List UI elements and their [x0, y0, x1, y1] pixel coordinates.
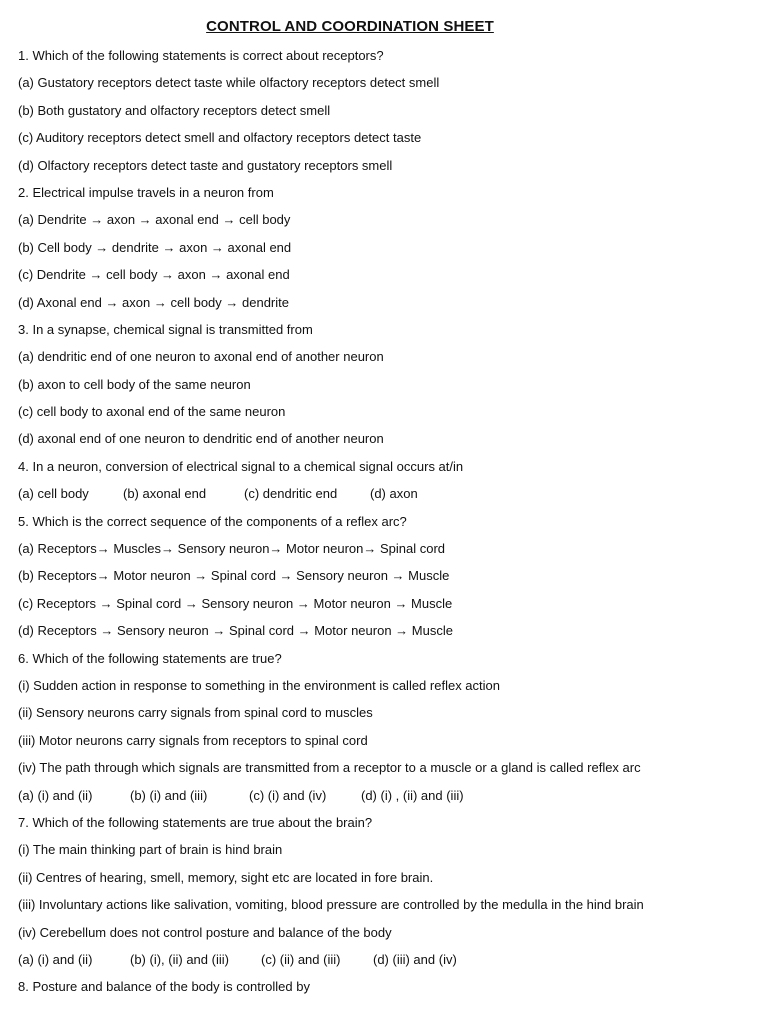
option-6a: (a) (i) and (ii)	[18, 787, 93, 803]
option-2d: (d) Axonal end → axon → cell body → dendrite	[18, 294, 289, 310]
option-1b: (b) Both gustatory and olfactory receptors detect smell	[18, 102, 331, 118]
statement-6-ii: (ii) Sensory neurons carry signals from spinal cord to muscles	[18, 705, 373, 721]
statement-6-iv: (iv) The path through which signals are transmitted from a receptor to a muscle or a gland is called reflex arc	[18, 760, 641, 776]
option-2b: (b) Cell body → dendrite → axon → axonal end	[18, 239, 292, 255]
option-2a: (a) Dendrite → axon → axonal end → cell body	[18, 212, 291, 228]
statement-7-i: (i) The main thinking part of brain is hind brain	[18, 842, 283, 858]
options-row-4	[18, 485, 758, 512]
page-title: CONTROL AND COORDINATION SHEET	[206, 18, 494, 35]
statement-7-ii: (ii) Centres of hearing, smell, memory, sight etc are located in fore brain.	[18, 869, 434, 885]
option-1c: (c) Auditory receptors detect smell and olfactory receptors detect taste	[18, 130, 422, 146]
question-6: 6. Which of the following statements are true?	[18, 650, 282, 666]
option-4c: (c) dendritic end	[244, 486, 338, 502]
statement-6-i: (i) Sudden action in response to something in the environment is called reflex action	[18, 677, 500, 693]
option-2c: (c) Dendrite → cell body → axon → axonal end	[18, 267, 290, 283]
option-7a: (a) (i) and (ii)	[18, 951, 93, 967]
option-7d: (d) (iii) and (iv)	[373, 951, 457, 967]
options-row-6	[18, 787, 758, 814]
option-6d: (d) (i) , (ii) and (iii)	[361, 787, 464, 803]
question-2: 2. Electrical impulse travels in a neuron from	[18, 184, 274, 200]
question-3: 3. In a synapse, chemical signal is transmitted from	[18, 321, 313, 337]
option-5a: (a) Receptors→ Muscles→ Sensory neuron→ Motor neuron→ Spinal cord	[18, 541, 446, 557]
option-1d: (d) Olfactory receptors detect taste and gustatory receptors smell	[18, 157, 393, 173]
statement-7-iii: (iii) Involuntary actions like salivation, vomiting, blood pressure are controlled by the medulla in the hind brain	[18, 897, 644, 913]
option-5b: (b) Receptors→ Motor neuron → Spinal cord → Sensory neuron → Muscle	[18, 568, 450, 584]
option-5c: (c) Receptors → Spinal cord → Sensory neuron → Motor neuron → Muscle	[18, 595, 453, 611]
question-8: 8. Posture and balance of the body is controlled by	[18, 979, 310, 995]
option-5d: (d) Receptors → Sensory neuron → Spinal cord → Motor neuron → Muscle	[18, 623, 453, 639]
question-7: 7. Which of the following statements are true about the brain?	[18, 814, 373, 830]
option-4a: (a) cell body	[18, 486, 89, 502]
question-4: 4. In a neuron, conversion of electrical signal to a chemical signal occurs at/in	[18, 458, 464, 474]
option-7c: (c) (ii) and (iii)	[261, 951, 341, 967]
option-4d: (d) axon	[370, 486, 418, 502]
option-7b: (b) (i), (ii) and (iii)	[130, 951, 229, 967]
option-3c: (c) cell body to axonal end of the same neuron	[18, 404, 286, 420]
option-1a: (a) Gustatory receptors detect taste while olfactory receptors detect smell	[18, 75, 440, 91]
question-list	[18, 47, 758, 1006]
option-6b: (b) (i) and (iii)	[130, 787, 208, 803]
question-1: 1. Which of the following statements is correct about receptors?	[18, 48, 384, 63]
option-6c: (c) (i) and (iv)	[249, 787, 327, 803]
option-4b: (b) axonal end	[123, 486, 207, 502]
options-row-7	[18, 951, 758, 978]
statement-6-iii: (iii) Motor neurons carry signals from receptors to spinal cord	[18, 732, 368, 748]
option-3b: (b) axon to cell body of the same neuron	[18, 376, 251, 392]
statement-7-iv: (iv) Cerebellum does not control posture and balance of the body	[18, 924, 392, 940]
option-3a: (a) dendritic end of one neuron to axonal end of another neuron	[18, 349, 384, 365]
option-3d: (d) axonal end of one neuron to dendritic end of another neuron	[18, 431, 384, 447]
question-5: 5. Which is the correct sequence of the components of a reflex arc?	[18, 513, 407, 529]
